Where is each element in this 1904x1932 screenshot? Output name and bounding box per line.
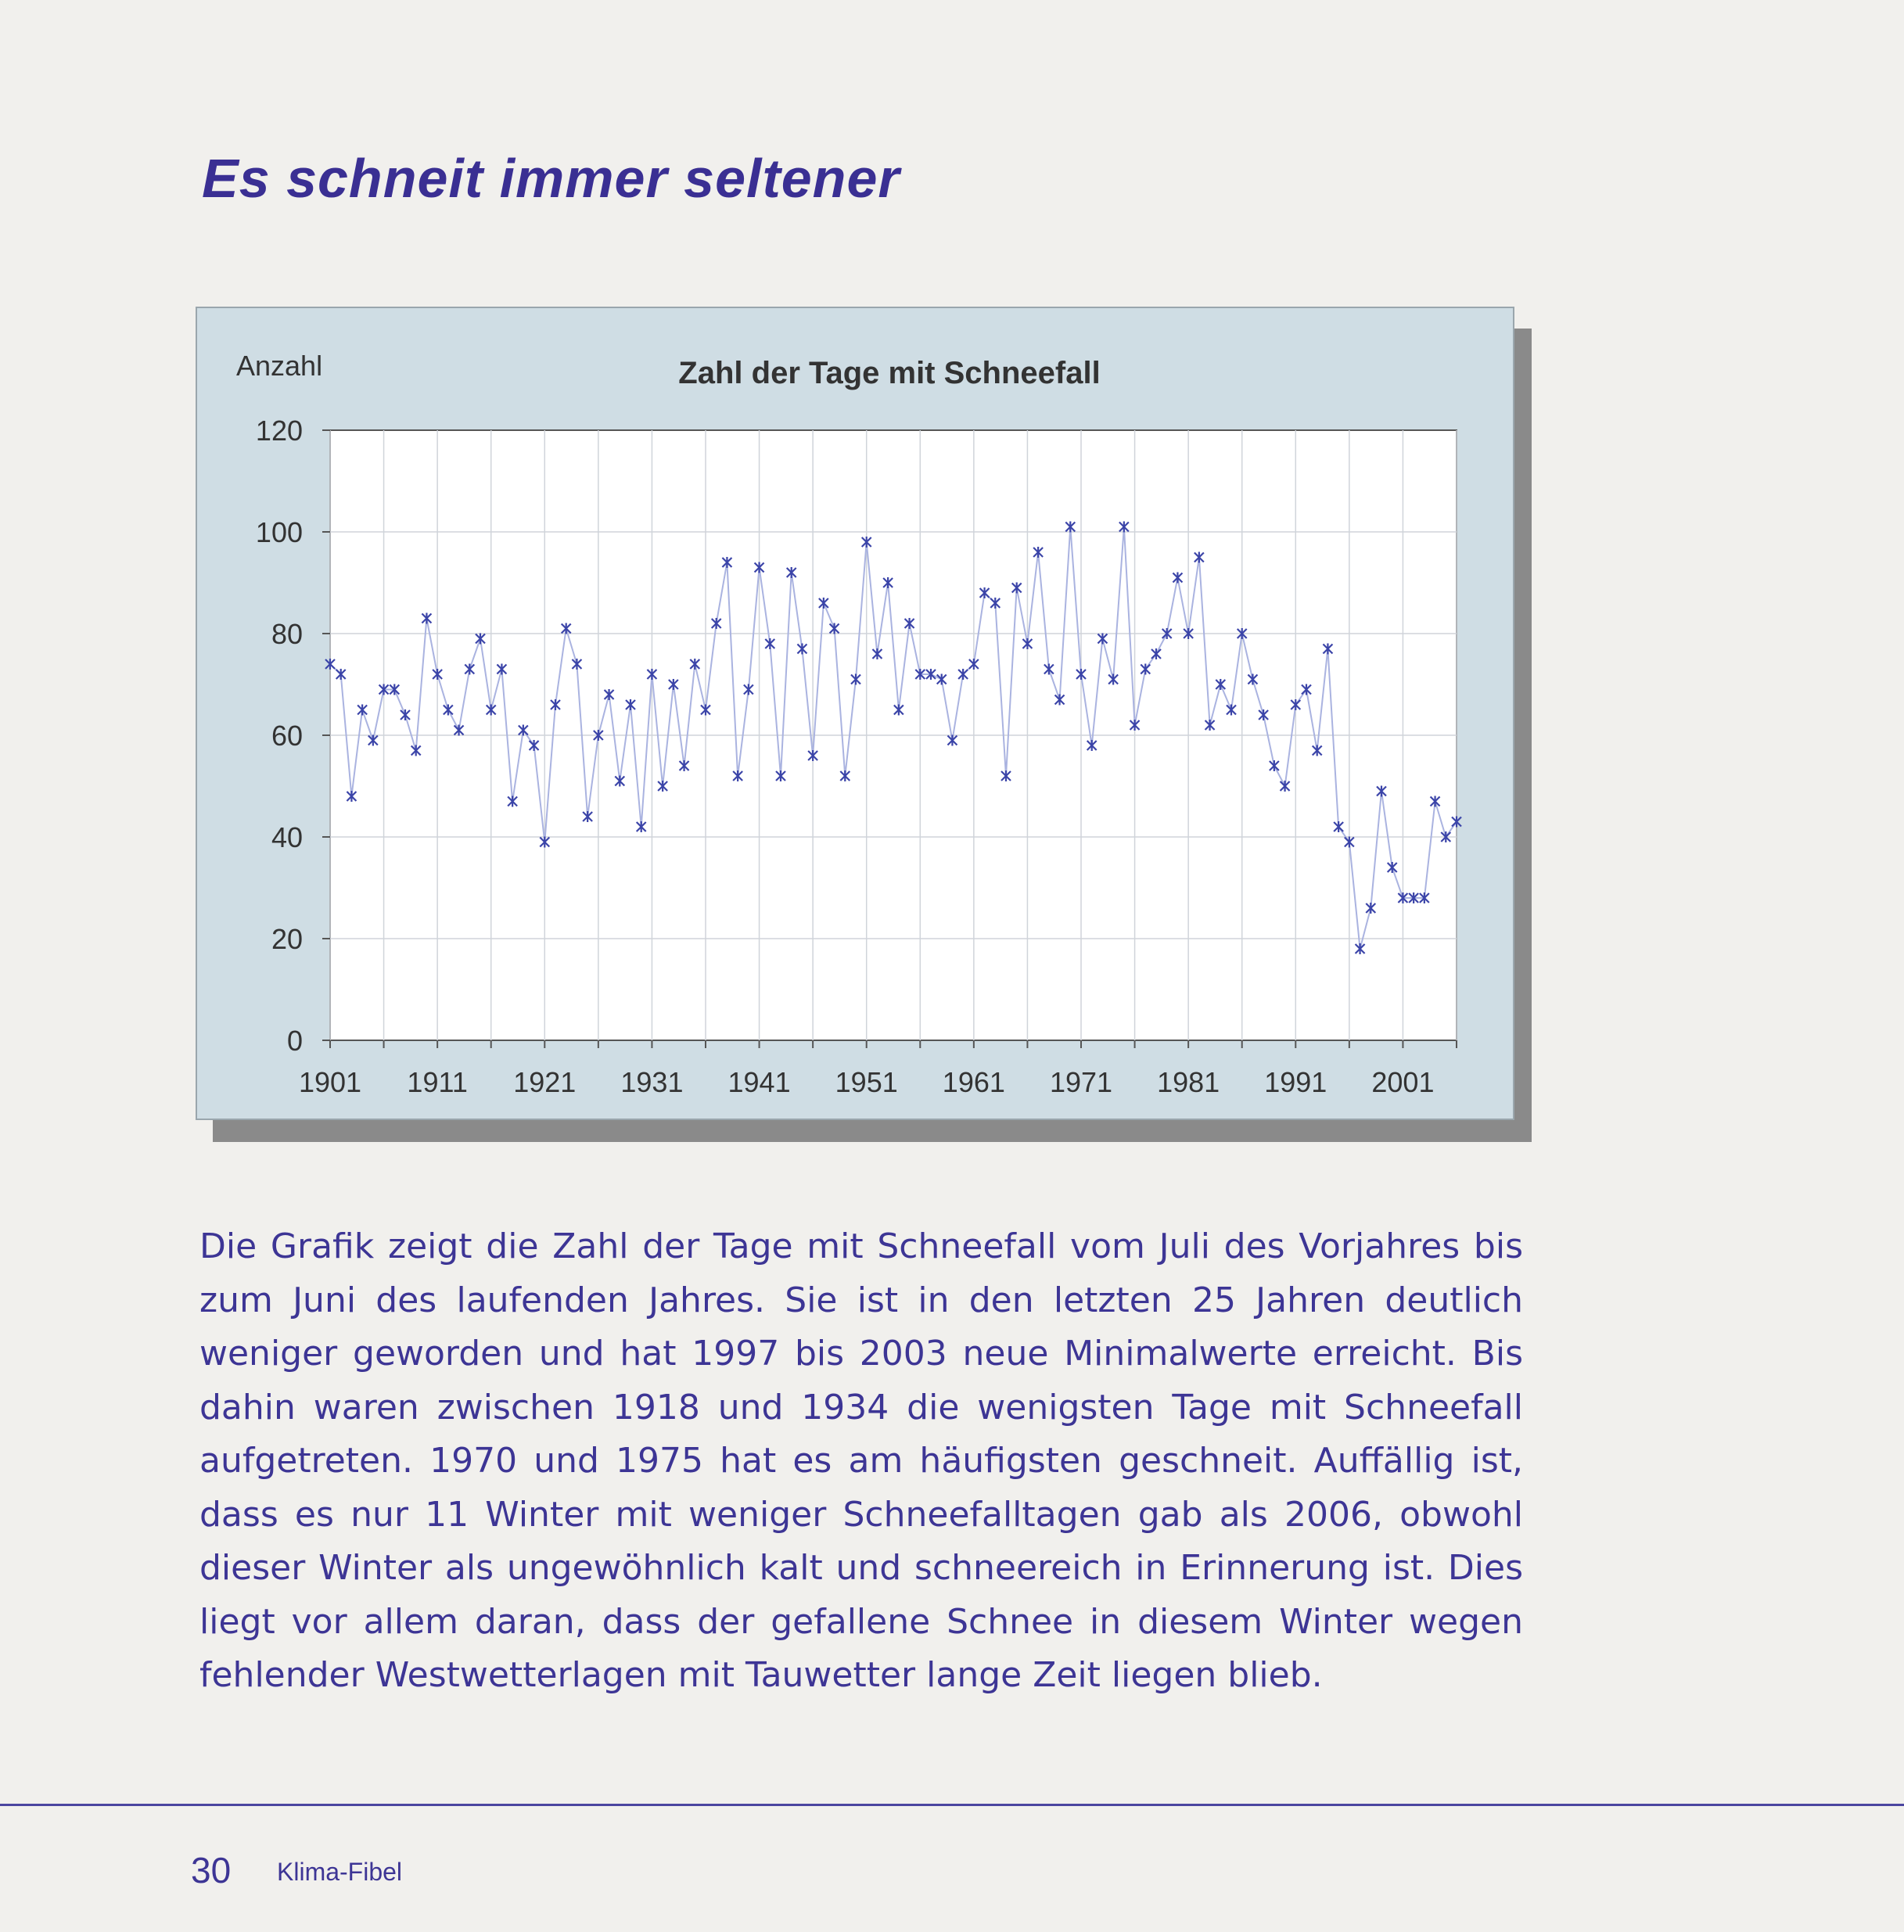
- x-tick-label: 2001: [1371, 1066, 1435, 1098]
- y-tick-label: 20: [271, 923, 303, 955]
- y-tick-label: 60: [271, 720, 303, 752]
- page-heading: Es schneit immer seltener: [202, 148, 900, 209]
- footer-rule: [0, 1804, 1904, 1806]
- x-tick-label: 1991: [1264, 1066, 1327, 1098]
- x-tick-label: 1931: [620, 1066, 684, 1098]
- y-tick-label: 80: [271, 618, 303, 650]
- x-tick-label: 1961: [942, 1066, 1005, 1098]
- chart-panel: [196, 307, 1514, 1120]
- y-tick-label: 100: [255, 516, 303, 548]
- x-tick-label: 1941: [727, 1066, 791, 1098]
- x-tick-label: 1981: [1157, 1066, 1220, 1098]
- y-axis-label: Anzahl: [236, 350, 323, 382]
- y-tick-label: 40: [271, 821, 303, 853]
- body-paragraph: Die Grafik zeigt die Zahl der Tage mit Schneefall vom Juli des Vorjahres bis zum Juni des laufenden Jahres. Sie ist in den letzten 25 Jahren deutlich weniger geworden und hat 1997 bis 2003 neue Minimalwerte erreicht. Bis dahin waren zwischen 1918 und 1934 die wenigsten Tage mit Schneefall aufgetreten. 1970 und 1975 hat es am häufigsten geschneit. Auffällig ist, dass es nur 11 Winter mit weniger Schneefalltagen gab als 2006, obwohl dieser Winter als ungewöhnlich kalt und schneereich in Erinnerung ist. Dies liegt vor allem daran, dass der gefallene Schnee in diesem Winter wegen fehlender Westwetterlagen mit Tauwetter lange Zeit liegen blieb.: [199, 1226, 1523, 1695]
- y-tick-label: 0: [286, 1025, 303, 1057]
- chart-title: Zahl der Tage mit Schneefall: [678, 356, 1101, 390]
- page-number: 30: [191, 1850, 232, 1891]
- x-tick-label: 1971: [1049, 1066, 1113, 1098]
- x-tick-label: 1901: [298, 1066, 362, 1098]
- x-tick-label: 1951: [835, 1066, 898, 1098]
- snowfall-chart: [197, 308, 1516, 1122]
- x-tick-label: 1921: [513, 1066, 577, 1098]
- y-tick-label: 120: [255, 415, 303, 447]
- publication-name: Klima-Fibel: [277, 1858, 403, 1886]
- x-tick-label: 1911: [407, 1066, 468, 1098]
